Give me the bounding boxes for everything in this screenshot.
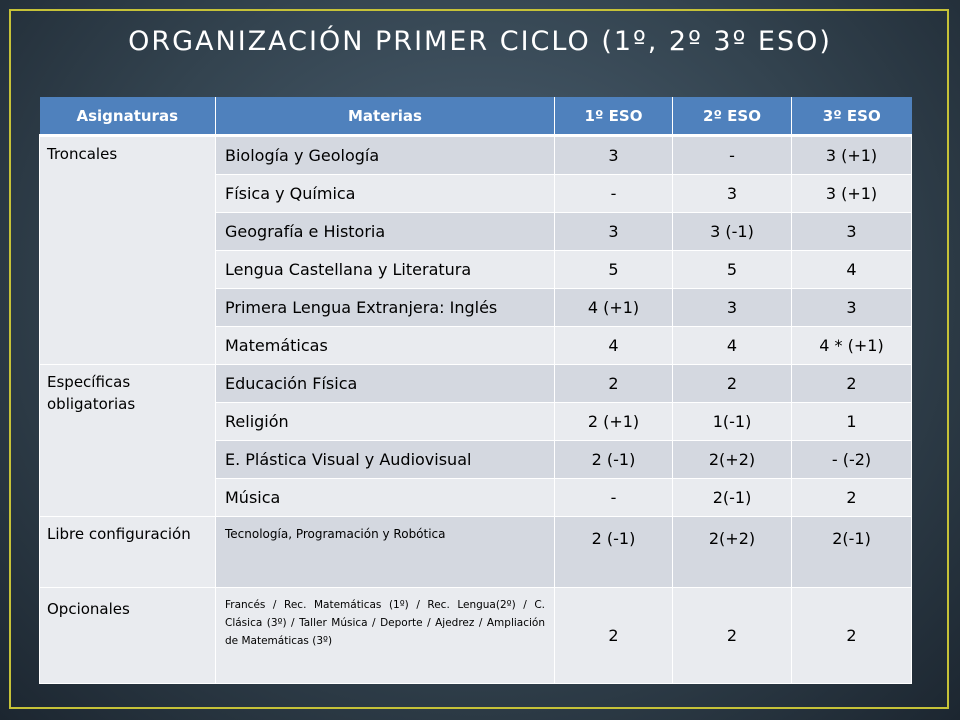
eso1-cell: 2 (555, 588, 673, 684)
header-3-eso: 3º ESO (792, 97, 912, 136)
materia-cell: Música (216, 479, 555, 517)
page-title: ORGANIZACIÓN PRIMER CICLO (1º, 2º 3º ESO) (128, 26, 832, 57)
table-row (40, 588, 912, 684)
eso2-cell: 3 (-1) (673, 213, 792, 251)
eso1-cell: 4 (+1) (555, 289, 673, 327)
eso3-cell: - (-2) (792, 441, 912, 479)
eso3-cell: 3 (792, 213, 912, 251)
eso1-cell: 2 (+1) (555, 403, 673, 441)
eso2-cell: 2(+2) (673, 517, 792, 588)
eso3-cell: 2 (792, 479, 912, 517)
materia-cell: Educación Física (216, 365, 555, 403)
eso2-cell: 2(-1) (673, 479, 792, 517)
materia-cell: Lengua Castellana y Literatura (216, 251, 555, 289)
eso3-cell: 3 (+1) (792, 136, 912, 175)
eso3-cell: 2 (792, 588, 912, 684)
materia-cell: Física y Química (216, 175, 555, 213)
materia-cell: Biología y Geología (216, 136, 555, 175)
eso2-cell: 1(-1) (673, 403, 792, 441)
header-row (40, 97, 912, 136)
eso3-cell: 3 (+1) (792, 175, 912, 213)
eso1-cell: - (555, 175, 673, 213)
materia-cell: E. Plástica Visual y Audiovisual (216, 441, 555, 479)
materia-cell: Tecnología, Programación y Robótica (216, 517, 555, 588)
eso2-cell: 2 (673, 588, 792, 684)
eso3-cell: 3 (792, 289, 912, 327)
eso2-cell: 5 (673, 251, 792, 289)
eso3-cell: 2(-1) (792, 517, 912, 588)
header-materias: Materias (216, 97, 555, 136)
eso3-cell: 4 * (+1) (792, 327, 912, 365)
table-row (40, 365, 912, 403)
eso2-cell: 4 (673, 327, 792, 365)
eso3-cell: 4 (792, 251, 912, 289)
organization-table (39, 97, 912, 684)
eso2-cell: 3 (673, 175, 792, 213)
materia-cell: Francés / Rec. Matemáticas (1º) / Rec. Lengua(2º) / C. Clásica (3º) / Taller Música / Deporte / Ajedrez / Ampliación de Matemáticas (3º) (216, 588, 555, 684)
eso1-cell: 2 (-1) (555, 517, 673, 588)
group-especificas: Específicas obligatorias (40, 365, 216, 517)
header-asignaturas: Asignaturas (40, 97, 216, 136)
eso3-cell: 1 (792, 403, 912, 441)
header-2-eso: 2º ESO (673, 97, 792, 136)
eso3-cell: 2 (792, 365, 912, 403)
eso2-cell: 3 (673, 289, 792, 327)
group-opcionales: Opcionales (40, 588, 216, 684)
eso2-cell: 2 (673, 365, 792, 403)
group-libre-configuracion: Libre configuración (40, 517, 216, 588)
eso2-cell: - (673, 136, 792, 175)
table-row (40, 517, 912, 588)
materia-cell: Primera Lengua Extranjera: Inglés (216, 289, 555, 327)
eso2-cell: 2(+2) (673, 441, 792, 479)
group-troncales: Troncales (40, 136, 216, 365)
eso1-cell: 4 (555, 327, 673, 365)
eso1-cell: 5 (555, 251, 673, 289)
table-row (40, 136, 912, 175)
eso1-cell: 3 (555, 213, 673, 251)
eso1-cell: 2 (555, 365, 673, 403)
materia-cell: Matemáticas (216, 327, 555, 365)
eso1-cell: - (555, 479, 673, 517)
materia-cell: Geografía e Historia (216, 213, 555, 251)
materia-cell: Religión (216, 403, 555, 441)
header-1-eso: 1º ESO (555, 97, 673, 136)
eso1-cell: 2 (-1) (555, 441, 673, 479)
eso1-cell: 3 (555, 136, 673, 175)
